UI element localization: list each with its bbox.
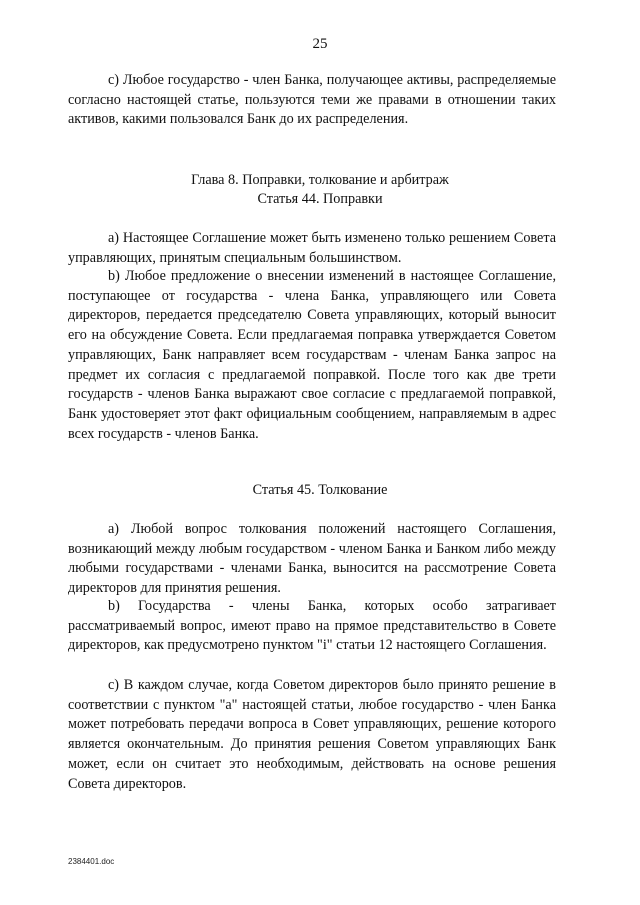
document-footer-filename: 2384401.doc: [68, 857, 115, 866]
article-44-heading: Статья 44. Поправки: [257, 191, 383, 207]
page-number: 25: [312, 36, 328, 52]
paragraph-c-previous-article: c) Любое государство - член Банка, получающее активы, распределяемые согласно настоящей статье, пользуются теми же правами в отношении таких активов, какими пользовался Банк до их распределения.: [68, 72, 556, 128]
article-45-paragraph-b: b) Государства - члены Банка, которых особо затрагивает рассматриваемый вопрос, имеют право на прямое представительство в Совете директоров, как предусмотрено пунктом "i" статьи 12 настоящего Соглашения.: [68, 598, 556, 654]
article-45-paragraph-a: a) Любой вопрос толкования положений настоящего Соглашения, возникающий между любым государством - членом Банка и Банком либо между любыми государствами - членами Банка, выносится на рассмотрение Совета директоров для принятия решения.: [68, 521, 556, 597]
chapter-heading: Глава 8. Поправки, толкование и арбитраж: [191, 172, 449, 188]
article-45-paragraph-c: c) В каждом случае, когда Советом директоров было принято решение в соответствии с пунктом "a" настоящей статьи, любое государство - член Банка может потребовать передачи вопроса в Совет управляющих, решение которого является окончательным. До принятия решения Советом управляющих Банк может, если он считает это необходимым, действовать на основе решения Совета директоров.: [68, 677, 556, 792]
article-44-paragraph-b: b) Любое предложение о внесении изменений в настоящее Соглашение, поступающее от государства - члена Банка, управляющего или Совета директоров, передается председателю Совета управляющих, который выносит его на обсуждение Совета. Если предлагаемая поправка утверждается Советом управляющих, Банк направляет всем государствам - членам Банка запрос на предмет их согласия с предлагаемой поправкой. После того как две трети государств - членов Банка выражают свое согласие с предлагаемой поправкой, Банк удостоверяет этот факт официальным сообщением, направляемым в адрес всех государств - членов Банка.: [68, 268, 556, 442]
article-44-paragraph-a: a) Настоящее Соглашение может быть изменено только решением Совета управляющих, принятым специальным большинством.: [68, 230, 556, 266]
article-45-heading: Статья 45. Толкование: [252, 482, 388, 498]
